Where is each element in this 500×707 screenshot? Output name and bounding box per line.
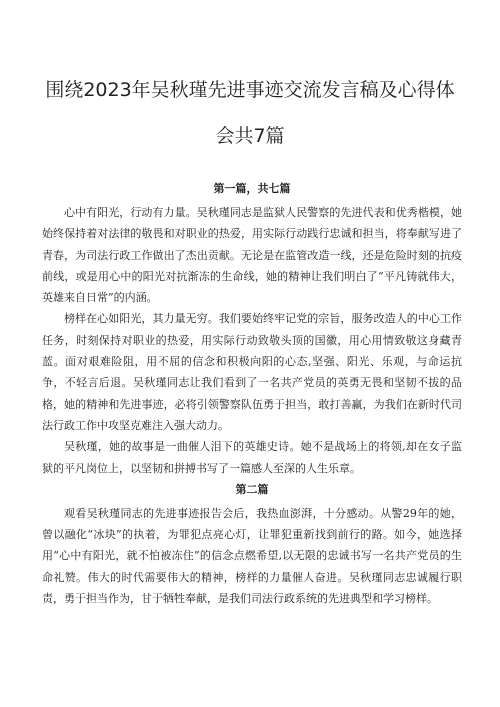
document-body	[42, 168, 462, 609]
document-title-line-2: 会共7篇	[215, 125, 285, 147]
section-heading: 第二篇	[235, 482, 269, 496]
paragraph: 心中有阳光，行动有力量。吴秋瑾同志是监狱人民警察的先进代表和优秀楷模，她始终保持着对法律的敬畏和对职业的热爱，用实际行动践行忠诚和担当，将奉献写进了青春，为司法行政工作做出了杰出贡献。无论是在监管改造一线，还是危险时刻的抗疫前线，或是用心中的阳光对抗渐冻的生命线，她的精神让我们明白了“平凡铸就伟大，英雄来自日常”的内涵。	[42, 206, 462, 305]
section-body	[42, 202, 462, 479]
section-body	[42, 503, 462, 609]
paragraph: 观看吴秋瑾同志的先进事迹报告会后，我热血澎湃，十分感动。从警29年的她，曾以融化“冰块”的执着，为罪犯点亮心灯，让罪犯重新找到前行的路。如今，她选择用“心中有阳光，就不怕被冻住”的信念点燃希望,以无限的忠诚书写一名共产党员的生命礼赞。伟大的时代需要伟大的精神，榜样的力量催人奋进。吴秋瑾同志忠诚履行职责，勇于担当作为，甘于牺牲奉献，是我们司法行政系统的先进典型和学习榜样。	[42, 506, 462, 606]
section-2	[42, 481, 462, 609]
paragraph: 榜样在心如阳光，其力量无穷。我们要始终牢记党的宗旨，服务改造人的中心工作任务，时刻保持对职业的热爱，用实际行动致敬头顶的国徽，用心用情致敬这身藏青蓝。面对艰难险阻，用不屈的信念和积极向阳的心态,坚强、阳光、乐观，与命运抗争，不轻言后退。吴秋瑾同志让我们看到了一名共产党员的英勇无畏和坚韧不拔的品格，她的精神和先进事迹，必将引领警察队伍勇于担当，敢打善赢，为我们在新时代司法行政工作中攻坚克难注入强大动力。	[42, 312, 462, 432]
paragraph: 吴秋瑾，她的故事是一曲催人泪下的英雄史诗。她不是战场上的将领,却在女子监狱的平凡岗位上，以坚韧和拼搏书写了一篇感人至深的人生乐章。	[42, 440, 462, 475]
document-title-line-1: 围绕2023年吴秋瑾先进事迹交流发言稿及心得体	[45, 79, 455, 101]
section-1	[42, 180, 462, 479]
section-heading: 第一篇，共七篇	[213, 182, 291, 195]
